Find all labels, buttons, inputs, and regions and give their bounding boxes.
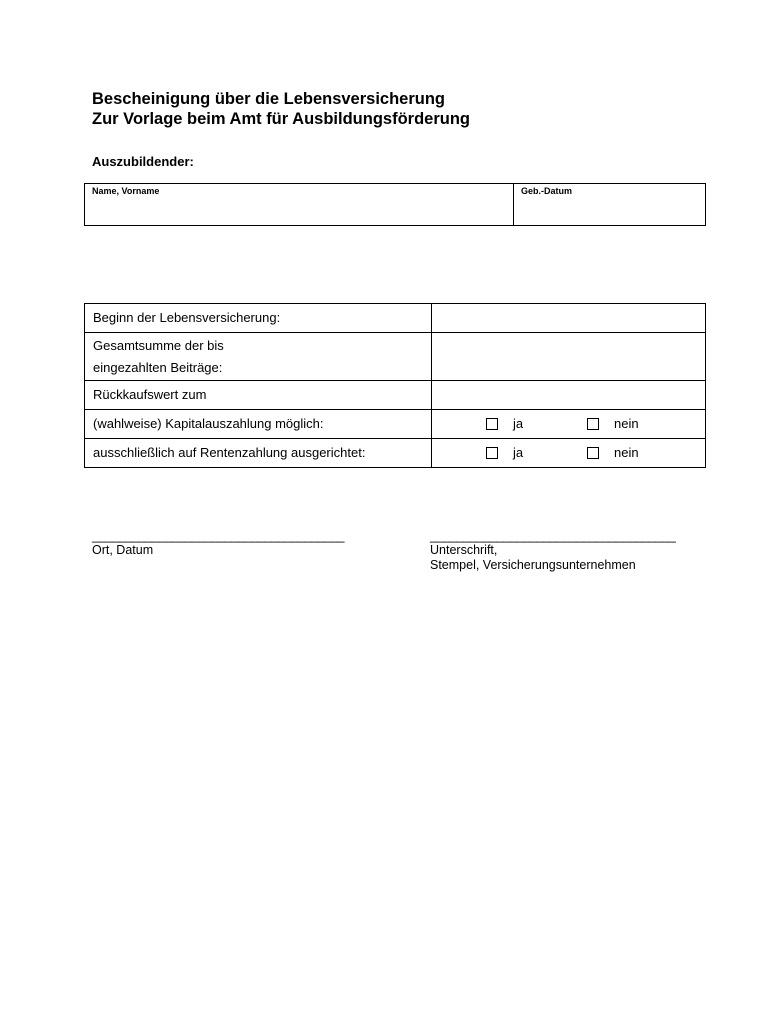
capital-payout-no-option[interactable]	[587, 413, 639, 435]
capital-payout-yes-label: ja	[513, 416, 524, 431]
page-title-line-1: Bescheinigung über die Lebensversicherung	[92, 90, 446, 108]
insurance-info-table	[84, 303, 706, 468]
table-row-total-contributions	[85, 333, 706, 381]
place-date-signature-line[interactable]: ______________________________________	[92, 528, 344, 543]
insurer-signature-label-line-1: Unterschrift,	[430, 543, 498, 557]
capital-payout-no-label: nein	[614, 416, 639, 431]
capital-payout-no-checkbox[interactable]	[587, 418, 599, 430]
annuity-only-yes-label: ja	[513, 445, 524, 460]
capital-payout-yes-option[interactable]	[486, 413, 523, 435]
trainee-section-label: Auszubildender:	[92, 154, 194, 169]
capital-payout-options	[432, 410, 706, 439]
trainee-name-field[interactable]	[85, 184, 513, 225]
annuity-only-no-checkbox[interactable]	[587, 447, 599, 459]
start-value-field[interactable]	[432, 304, 706, 333]
total-contributions-label-line-2: eingezahlten Beiträge:	[93, 359, 223, 375]
total-contributions-label	[85, 333, 432, 381]
trainee-dob-field[interactable]	[514, 184, 705, 225]
annuity-only-options	[432, 439, 706, 468]
trainee-id-box	[84, 183, 706, 226]
capital-payout-label: (wahlweise) Kapitalauszahlung möglich:	[85, 410, 432, 439]
surrender-value-field[interactable]	[432, 381, 706, 410]
start-label: Beginn der Lebensversicherung:	[85, 304, 432, 333]
total-contributions-label-line-1: Gesamtsumme der bis	[93, 337, 224, 353]
insurer-signature-label-line-2: Stempel, Versicherungsunternehmen	[430, 558, 636, 572]
capital-payout-yes-checkbox[interactable]	[486, 418, 498, 430]
table-row-annuity-only	[85, 439, 706, 468]
annuity-only-yes-option[interactable]	[486, 442, 523, 464]
place-date-label: Ort, Datum	[92, 543, 154, 557]
dob-label: Geb.-Datum	[521, 186, 573, 196]
name-label: Name, Vorname	[92, 186, 160, 196]
table-row-capital-payout	[85, 410, 706, 439]
table-row-surrender-value	[85, 381, 706, 410]
page-title-line-2: Zur Vorlage beim Amt für Ausbildungsförderung	[92, 110, 470, 128]
annuity-only-label: ausschließlich auf Rentenzahlung ausgerichtet:	[85, 439, 432, 468]
annuity-only-yes-checkbox[interactable]	[486, 447, 498, 459]
annuity-only-no-label: nein	[614, 445, 639, 460]
surrender-value-label: Rückkaufswert zum	[85, 381, 432, 410]
annuity-only-no-option[interactable]	[587, 442, 639, 464]
insurer-signature-line[interactable]: _____________________________________	[430, 528, 676, 543]
table-row-start	[85, 304, 706, 333]
total-contributions-value-field[interactable]	[432, 333, 706, 381]
